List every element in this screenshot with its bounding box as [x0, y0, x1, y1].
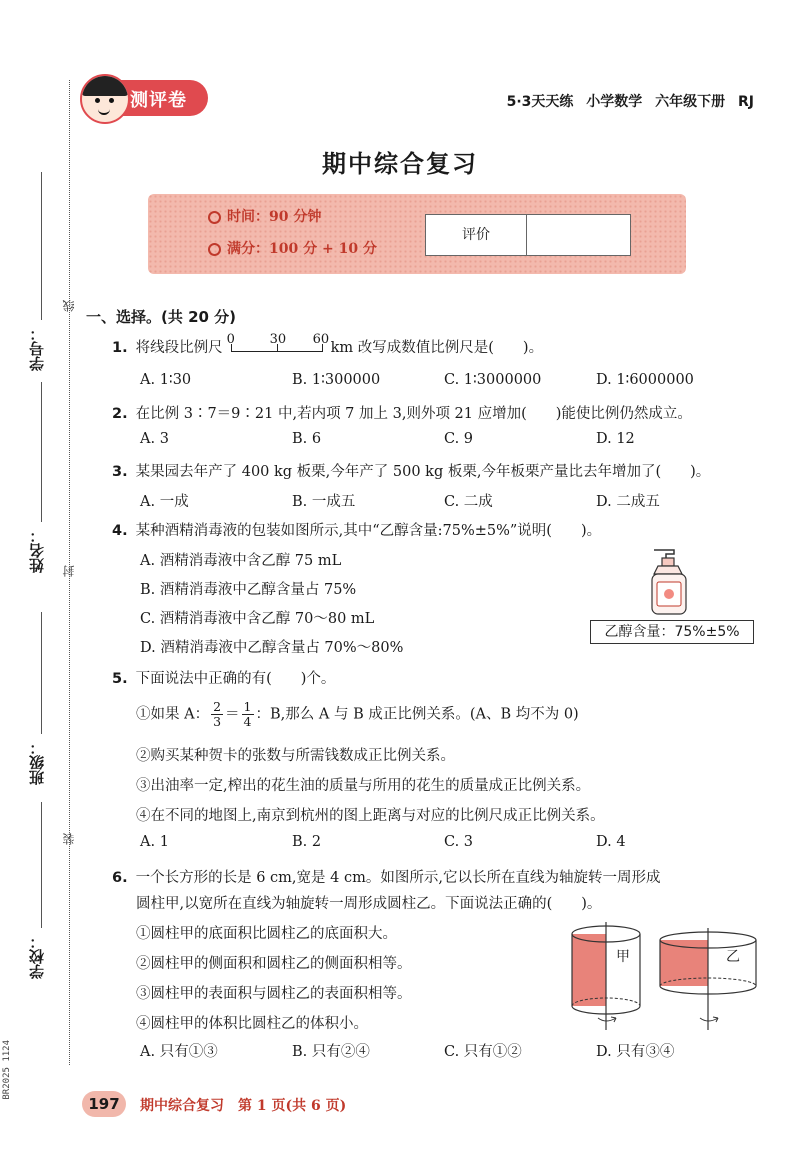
statement-1: [136, 700, 579, 729]
question-6-cont: 圆柱甲,以宽所在直线为轴旋转一周形成圆柱乙。下面说法正确的( )。: [136, 896, 602, 912]
scale-tick-label: 30: [269, 332, 287, 347]
tag-label: 测评卷: [130, 90, 187, 111]
statement-4: ④在不同的地图上,南京到杭州的图上距离与对应的比例尺成正比例关系。: [136, 808, 605, 824]
check-circle-icon: [208, 243, 221, 256]
statement-2: ②圆柱甲的侧面积和圆柱乙的侧面积相等。: [136, 956, 412, 972]
question-number: 4.: [112, 523, 128, 539]
score-text: 满分：100 分 + 10 分: [227, 241, 377, 257]
question-4: [112, 519, 601, 540]
line-segment-scale: [226, 332, 330, 354]
time-line: [208, 206, 321, 226]
option-c[interactable]: C. 1∶3000000: [444, 372, 542, 388]
id-label: 学号：: [28, 326, 46, 371]
question-number: 6.: [112, 870, 128, 886]
statement-text: ①如果 A：: [136, 706, 210, 723]
option-d[interactable]: D. 4: [596, 834, 626, 850]
option-c[interactable]: C. 二成: [444, 494, 493, 510]
option-d[interactable]: D. 酒精消毒液中乙醇含量占 70%～80%: [140, 640, 404, 656]
option-a[interactable]: A. 酒精消毒液中含乙醇 75 mL: [140, 553, 342, 569]
cylinder-b-figure: [652, 926, 764, 1036]
exam-info-box: [148, 194, 686, 274]
section-heading: 一、选择。(共 20 分): [86, 308, 237, 326]
option-b[interactable]: B. 6: [292, 431, 322, 447]
score-line: [208, 238, 377, 258]
statement-text: ：B,那么 A 与 B 成正比例关系。(A、B 均不为 0): [255, 706, 579, 723]
option-d[interactable]: D. 1∶6000000: [596, 372, 694, 388]
page-title: 期中综合复习: [322, 150, 478, 178]
fraction: $\frac{1}{4}$: [243, 699, 252, 729]
question-text: 下面说法中正确的有( )个。: [135, 671, 336, 687]
statement-3: ③圆柱甲的表面积与圆柱乙的表面积相等。: [136, 986, 412, 1002]
question-text: 一个长方形的长是 6 cm,宽是 4 cm。如图所示,它以长所在直线为轴旋转一周形成: [135, 870, 661, 886]
question-number: 1.: [112, 340, 128, 356]
class-field-line[interactable]: [41, 612, 42, 734]
evaluation-value[interactable]: [527, 215, 629, 255]
option-c[interactable]: C. 只有①②: [444, 1044, 522, 1060]
binding-mark-seal: 封: [62, 565, 76, 577]
question-text: 某果园去年产了 400 kg 板栗,今年产了 500 kg 板栗,今年板栗产量比去年增加了( )。: [135, 464, 711, 480]
option-a[interactable]: A. 1∶30: [140, 372, 192, 388]
question-5: [112, 667, 335, 688]
id-field-line[interactable]: [41, 172, 42, 320]
option-d[interactable]: D. 只有③④: [596, 1044, 675, 1060]
evaluation-box: [425, 214, 631, 256]
option-b[interactable]: B. 1∶300000: [292, 372, 381, 388]
question-number: 3.: [112, 464, 128, 480]
clock-icon: [208, 211, 221, 224]
question-text: 将线段比例尺: [135, 340, 223, 356]
binding-mark-line: 线: [62, 300, 76, 312]
option-a[interactable]: A. 3: [140, 431, 169, 447]
footer-text: 期中综合复习 第 1 页(共 6 页): [140, 1098, 347, 1114]
option-a[interactable]: A. 一成: [140, 494, 189, 510]
sanitizer-bottle-icon: [640, 546, 700, 618]
option-d[interactable]: D. 二成五: [596, 494, 660, 510]
binding-mark-pack: 装: [62, 833, 76, 845]
option-c[interactable]: C. 3: [444, 834, 474, 850]
question-3: [112, 460, 710, 481]
question-text: 某种酒精消毒液的包装如图所示,其中“乙醇含量:75%±5%”说明( )。: [135, 523, 602, 539]
statement-2: ②购买某种贺卡的张数与所需钱数成正比例关系。: [136, 748, 455, 764]
cartoon-face-icon: [80, 74, 130, 124]
name-field-line[interactable]: [41, 382, 42, 522]
statement-text: ＝: [225, 706, 240, 723]
option-c[interactable]: C. 9: [444, 431, 474, 447]
option-b[interactable]: B. 一成五: [292, 494, 356, 510]
statement-1: ①圆柱甲的底面积比圆柱乙的底面积大。: [136, 926, 397, 942]
option-a[interactable]: A. 1: [140, 834, 169, 850]
cylinder-a-label: 甲: [616, 949, 630, 965]
page-number-badge: 197: [82, 1091, 126, 1117]
option-c[interactable]: C. 酒精消毒液中含乙醇 70～80 mL: [140, 611, 375, 627]
option-b[interactable]: B. 只有②④: [292, 1044, 370, 1060]
school-label: 学校：: [28, 934, 46, 979]
question-text: 在比例 3∶7＝9∶21 中,若内项 7 加上 3,则外项 21 应增加( )能使比例仍然成立。: [135, 406, 692, 422]
evaluation-label: 评价: [426, 215, 527, 255]
cylinder-a-figure: [566, 918, 646, 1036]
option-b[interactable]: B. 2: [292, 834, 322, 850]
name-label: 姓名：: [28, 528, 46, 573]
time-text: 时间：90 分钟: [227, 209, 322, 225]
cylinder-b-label: 乙: [726, 949, 740, 965]
class-label: 班级：: [28, 740, 46, 785]
question-6: [112, 866, 660, 887]
question-number: 2.: [112, 406, 128, 422]
statement-4: ④圆柱甲的体积比圆柱乙的体积小。: [136, 1016, 368, 1032]
scale-tick-label: 0: [226, 332, 235, 347]
statement-3: ③出油率一定,榨出的花生油的质量与所用的花生的质量成正比例关系。: [136, 778, 591, 794]
fraction: $\frac{2}{3}$: [213, 699, 222, 729]
question-2: [112, 402, 692, 423]
side-code: BR2025 1124: [2, 1040, 12, 1100]
option-a[interactable]: A. 只有①③: [140, 1044, 218, 1060]
test-tag-badge: [86, 80, 208, 116]
question-1: [112, 332, 544, 357]
school-field-line[interactable]: [41, 802, 42, 928]
option-d[interactable]: D. 12: [596, 431, 635, 447]
series-info: 5·3天天练 小学数学 六年级下册 RJ: [506, 94, 754, 110]
scale-tick-label: 60: [312, 332, 330, 347]
question-number: 5.: [112, 671, 128, 687]
option-b[interactable]: B. 酒精消毒液中乙醇含量占 75%: [140, 582, 357, 598]
question-text: km 改写成数值比例尺是( )。: [330, 340, 544, 356]
bottle-label: 乙醇含量：75%±5%: [590, 620, 754, 644]
